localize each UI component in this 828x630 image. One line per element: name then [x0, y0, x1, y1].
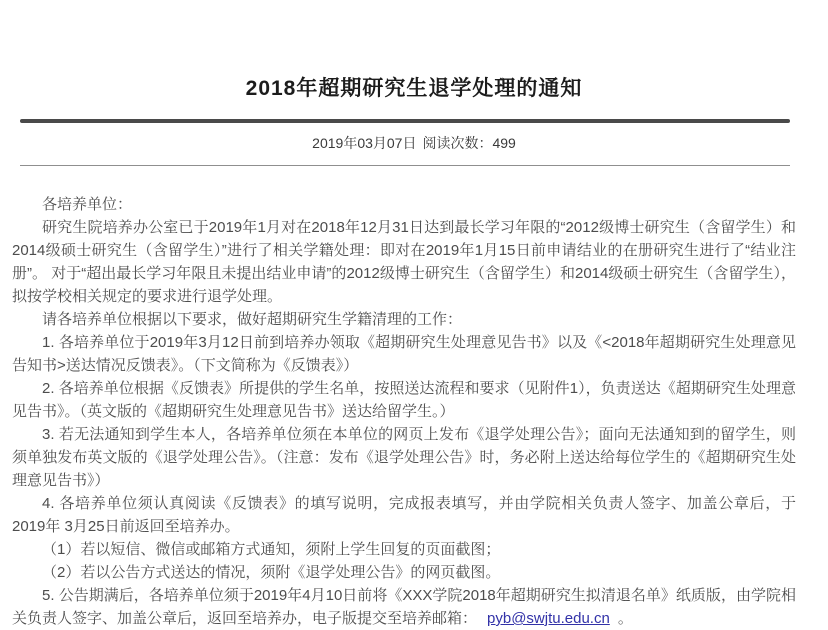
paragraph-sub-2: （2）若以公告方式送达的情况，须附《退学处理公告》的网页截图。	[42, 564, 501, 581]
paragraph-item-3: 3. 若无法通知到学生本人，各培养单位须在本单位的网页上发布《退学处理公告》；面向无法通知到的留学生，则须单独发布英文版的《退学处理公告》。（注意：发布《退学处理公告》时，务必附上送达给每位学生的《超期研究生处理意见告书》）	[12, 426, 796, 489]
paragraph-item-2: 2. 各培养单位根据《反馈表》所提供的学生名单，按照送达流程和要求（见附件1），负责送达《超期研究生处理意见告书》。（英文版的《超期研究生处理意见告书》送达给留学生。）	[12, 380, 796, 420]
read-count: 阅读次数：499	[422, 135, 516, 151]
paragraph-item-5	[12, 584, 796, 630]
page-title: 2018年超期研究生退学处理的通知	[245, 77, 583, 100]
publish-meta	[0, 133, 828, 153]
meta-divider	[20, 165, 790, 166]
paragraph-intro: 研究生院培养办公室已于2019年1月对在2018年12月31日达到最长学习年限的“2012级博士研究生（含留学生）和2014级硕士研究生（含留学生）”进行了相关学籍处理：即对在2019年1月15日前申请结业的在册研究生进行了“结业注册”。 对于“超出最长学习年限且未提出结业申请”的2012级博士研究生（含留学生）和2014级硕士研究生（含留学生），拟按学校相关规定的要求进行退学处理。	[12, 219, 796, 305]
notice-body	[0, 193, 828, 630]
email-link[interactable]: pyb@swjtu.edu.cn	[487, 610, 610, 627]
paragraph-salutation: 各培养单位：	[42, 196, 133, 213]
paragraph-item-5-text: 5. 公告期满后，各培养单位须于2019年4月10日前将《XXX学院2018年超期研究生拟清退名单》纸质版，由学院相关负责人签字、加盖公章后，返回至培养办，电子版提交至培养邮箱：	[12, 587, 796, 627]
paragraph-lead: 请各培养单位根据以下要求，做好超期研究生学籍清理的工作：	[42, 311, 463, 328]
paragraph-item-5-suffix: 。	[617, 610, 633, 627]
publish-date: 2019年03月07日	[312, 135, 417, 151]
title-divider	[20, 119, 790, 123]
paragraph-sub-1: （1）若以短信、微信或邮箱方式通知，须附上学生回复的页面截图；	[42, 541, 501, 558]
paragraph-item-4: 4. 各培养单位须认真阅读《反馈表》的填写说明，完成报表填写，并由学院相关负责人签字、加盖公章后，于2019年 3月25日前返回至培养办。	[12, 495, 796, 535]
paragraph-item-1: 1. 各培养单位于2019年3月12日前到培养办领取《超期研究生处理意见告书》以及《<2018年超期研究生处理意见告知书>送达情况反馈表》。（下文简称为《反馈表》）	[12, 334, 796, 374]
